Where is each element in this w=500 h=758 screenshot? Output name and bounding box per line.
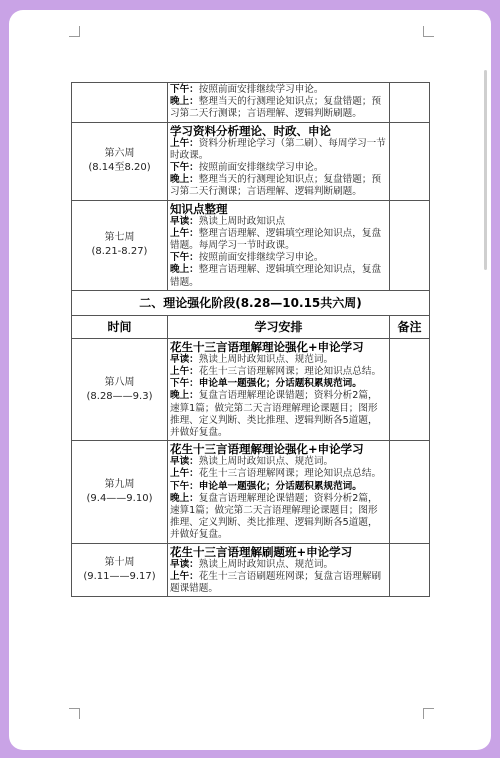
header-row xyxy=(72,315,430,338)
plan-text: 花生十三言语理解网课；理论知识点总结。 xyxy=(198,468,382,480)
time-slot-label: 上午： xyxy=(170,366,199,378)
time-slot-label: 晚上： xyxy=(170,390,199,402)
margin-mark-bottom-right xyxy=(423,708,434,719)
week-cell xyxy=(72,83,168,123)
time-slot-label: 晚上： xyxy=(170,174,199,186)
plan-cell xyxy=(168,200,390,290)
plan-text: 复盘言语理解理论课错题；资料分析2篇，速算1篇；做完第二天言语理解理论课题目；图形推理、定义判断、类比推理、逻辑判断各5道题，并做好复盘。 xyxy=(170,390,378,439)
time-slot-label: 早读： xyxy=(170,558,199,570)
plan-text-emphasis: 申论单一题强化；分话题积累规范词。 xyxy=(198,378,362,390)
note-cell xyxy=(390,122,430,200)
time-slot-label: 下午： xyxy=(170,480,199,492)
plan-line xyxy=(170,481,387,493)
week-label: 第七周 xyxy=(104,232,135,244)
week-cell xyxy=(72,441,168,543)
time-slot-label: 上午： xyxy=(170,570,199,582)
plan-text: 熟读上周时政知识点 xyxy=(198,215,286,227)
header-note: 备注 xyxy=(390,315,430,338)
week-label: 第十周 xyxy=(104,556,135,568)
note-cell xyxy=(390,200,430,290)
time-slot-label: 晚上： xyxy=(170,264,199,276)
plan-line xyxy=(170,174,387,198)
plan-line xyxy=(170,138,387,162)
table-row xyxy=(72,122,430,200)
table-row xyxy=(72,543,430,597)
plan-line xyxy=(170,162,387,174)
note-cell xyxy=(390,441,430,543)
plan-line xyxy=(170,493,387,542)
week-cell xyxy=(72,200,168,290)
plan-cell xyxy=(168,122,390,200)
table-row xyxy=(72,83,430,123)
plan-line xyxy=(170,264,387,288)
scrollbar[interactable] xyxy=(484,70,487,270)
header-time: 时间 xyxy=(72,315,168,338)
plan-line xyxy=(170,456,387,468)
plan-text: 资料分析理论学习（第二刷）、每周学习一节时政课。 xyxy=(170,137,386,161)
plan-text: 花生十三言语理解网课；理论知识点总结。 xyxy=(198,366,382,378)
table-row xyxy=(72,441,430,543)
week-range: (8.14至8.20) xyxy=(88,162,151,174)
week-cell xyxy=(72,543,168,597)
plan-line xyxy=(170,228,387,252)
plan-text: 整理当天的行测理论知识点；复盘错题；预习第二天行测课；言语理解、逻辑判断刷题。 xyxy=(170,96,382,120)
time-slot-label: 早读： xyxy=(170,353,199,365)
week-label: 第六周 xyxy=(104,148,135,160)
time-slot-label: 上午： xyxy=(170,227,199,239)
plan-title: 花生十三言语理解理论强化+申论学习 xyxy=(170,339,364,354)
week-range: (9.11——9.17) xyxy=(83,570,156,582)
plan-line xyxy=(170,354,387,366)
table-row xyxy=(72,200,430,290)
plan-text-emphasis: 申论单一题强化；分话题积累规范词。 xyxy=(198,480,362,492)
plan-line xyxy=(170,84,387,96)
margin-mark-bottom-left xyxy=(69,708,80,719)
week-range: (8.28——9.3) xyxy=(86,390,153,402)
plan-title: 知识点整理 xyxy=(170,201,228,216)
note-cell xyxy=(390,83,430,123)
time-slot-label: 上午： xyxy=(170,137,199,149)
study-schedule-table xyxy=(71,82,430,597)
margin-mark-top-left xyxy=(69,26,80,37)
week-label: 第九周 xyxy=(104,478,135,490)
plan-line xyxy=(170,378,387,390)
plan-line xyxy=(170,252,387,264)
plan-line xyxy=(170,390,387,439)
margin-mark-top-right xyxy=(423,26,434,37)
note-cell xyxy=(390,338,430,440)
time-slot-label: 早读： xyxy=(170,456,199,468)
plan-cell xyxy=(168,441,390,543)
plan-title: 学习资料分析理论、时政、申论 xyxy=(170,123,331,138)
time-slot-label: 早读： xyxy=(170,215,199,227)
plan-text: 整理言语理解、逻辑填空理论知识点，复盘错题。每周学习一节时政课。 xyxy=(170,227,382,252)
document-page xyxy=(9,10,491,750)
week-cell xyxy=(72,122,168,200)
plan-cell xyxy=(168,338,390,440)
plan-line xyxy=(170,468,387,480)
plan-text: 按照前面安排继续学习申论。 xyxy=(198,252,324,264)
table-row xyxy=(72,338,430,440)
plan-text: 整理当天的行测理论知识点；复盘错题；预习第二天行测课；言语理解、逻辑判断刷题。 xyxy=(170,174,382,198)
phase-row xyxy=(72,290,430,315)
time-slot-label: 晚上： xyxy=(170,96,199,108)
plan-text: 熟读上周时政知识点、规范词。 xyxy=(198,353,334,365)
plan-line xyxy=(170,559,387,571)
time-slot-label: 晚上： xyxy=(170,492,199,504)
plan-line xyxy=(170,571,387,595)
week-range: (8.21-8.27) xyxy=(91,246,148,258)
plan-line xyxy=(170,96,387,120)
note-cell xyxy=(390,543,430,597)
plan-title: 花生十三言语理解刷题班+申论学习 xyxy=(170,544,353,559)
plan-title: 花生十三言语理解理论强化+申论学习 xyxy=(170,442,364,457)
plan-line xyxy=(170,216,387,228)
week-label: 第八周 xyxy=(104,376,135,388)
plan-text: 按照前面安排继续学习申论。 xyxy=(198,84,324,95)
time-slot-label: 下午： xyxy=(170,162,199,174)
phase-title: 二、理论强化阶段(8.28—10.15共六周) xyxy=(72,290,430,315)
plan-text: 熟读上周时政知识点、规范词。 xyxy=(198,456,334,468)
plan-cell xyxy=(168,83,390,123)
plan-text: 整理言语理解、逻辑填空理论知识点，复盘错题。 xyxy=(170,264,382,288)
time-slot-label: 下午： xyxy=(170,84,199,95)
time-slot-label: 下午： xyxy=(170,378,199,390)
plan-text: 花生十三言语刷题班网课；复盘言语理解刷题课错题。 xyxy=(170,570,382,595)
plan-line xyxy=(170,366,387,378)
plan-text: 熟读上周时政知识点、规范词。 xyxy=(198,558,334,570)
time-slot-label: 上午： xyxy=(170,468,199,480)
photo-frame xyxy=(9,10,491,750)
plan-text: 复盘言语理解理论课错题；资料分析2篇，速算1篇；做完第二天言语理解理论课题目；图形推理、定义判断、类比推理、逻辑判断各5道题，并做好复盘。 xyxy=(170,492,378,541)
plan-text: 按照前面安排继续学习申论。 xyxy=(198,162,324,174)
time-slot-label: 下午： xyxy=(170,252,199,264)
header-plan: 学习安排 xyxy=(168,315,390,338)
plan-cell xyxy=(168,543,390,597)
week-cell xyxy=(72,338,168,440)
week-range: (9.4——9.10) xyxy=(86,492,153,504)
